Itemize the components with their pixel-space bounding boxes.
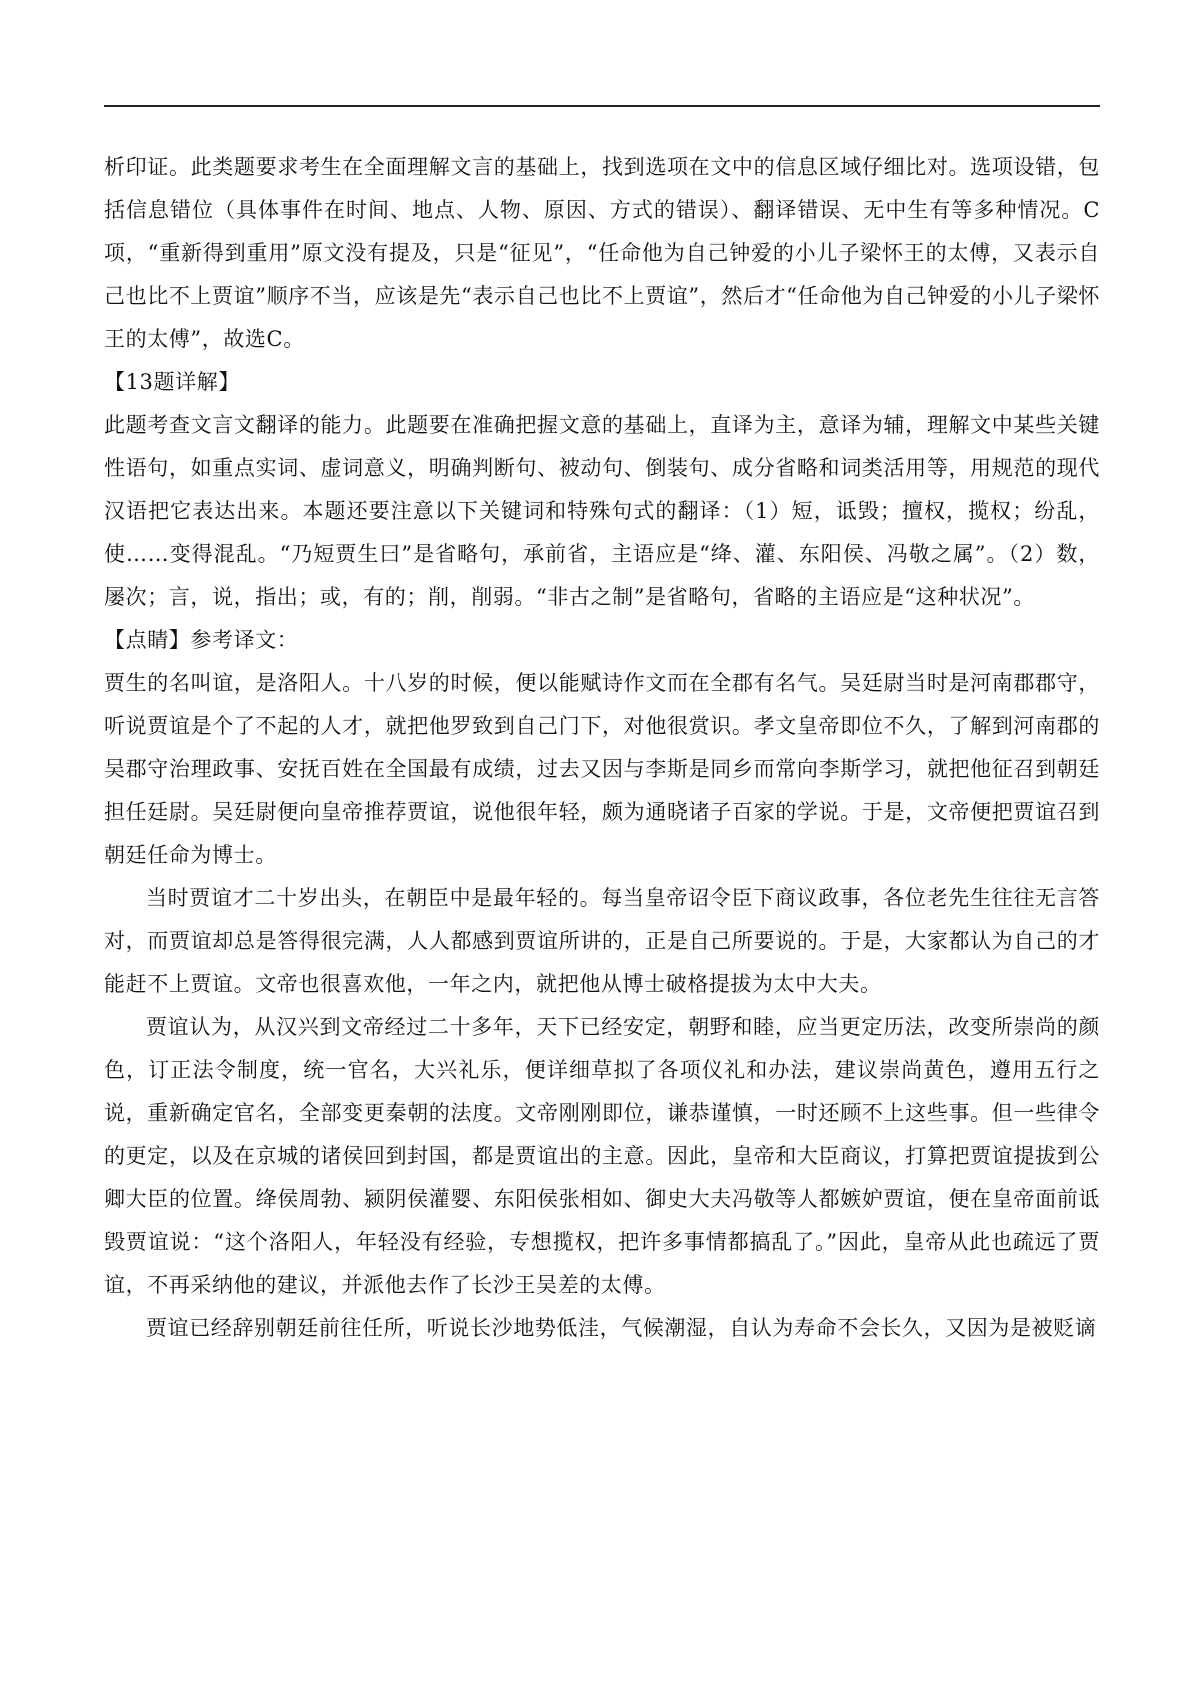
translation-paragraph-3: 贾谊认为，从汉兴到文帝经过二十多年，天下已经安定，朝野和睦，应当更定历法，改变所崇尚的颜色，订正法令制度，统一官名，大兴礼乐，便详细草拟了各项仪礼和办法，建议崇尚黄色，遵用五行之说，重新确定官名，全部变更秦朝的法度。文帝刚刚即位，谦恭谨慎，一时还顾不上这些事。但一些律令的更定，以及在京城的诸侯回到封国，都是贾谊出的主意。因此，皇帝和大臣商议，打算把贾谊提拔到公卿大臣的位置。绛侯周勃、颍阴侯灌婴、东阳侯张相如、御史大夫冯敬等人都嫉妒贾谊，便在皇帝面前诋毁贾谊说：“这个洛阳人，年轻没有经验，专想揽权，把许多事情都搞乱了。”因此，皇帝从此也疏远了贾谊，不再采纳他的建议，并派他去作了长沙王吴差的太傅。 [104, 1015, 1100, 1297]
translation-paragraph-4: 贾谊已经辞别朝廷前往任所，听说长沙地势低洼，气候潮湿，自认为寿命不会长久，又因为是被贬谪 [146, 1316, 1097, 1340]
heading-dianjing: 【点睛】参考译文： [104, 628, 299, 652]
heading-question-13: 【13题详解】 [104, 370, 240, 394]
paragraph-continued: 析印证。此类题要求考生在全面理解文言的基础上，找到选项在文中的信息区域仔细比对。选项设错，包括信息错位（具体事件在时间、地点、人物、原因、方式的错误）、翻译错误、无中生有等多种情况。C项，“重新得到重用”原文没有提及，只是“征见”，“任命他为自己钟爱的小儿子梁怀王的太傅，又表示自己也比不上贾谊”顺序不当，应该是先“表示自己也比不上贾谊”，然后才“任命他为自己钟爱的小儿子梁怀王的太傅”，故选C。 [104, 155, 1100, 351]
paragraph-question-13: 此题考查文言文翻译的能力。此题要在准确把握文意的基础上，直译为主，意译为辅，理解文中某些关键性语句，如重点实词、虚词意义，明确判断句、被动句、倒装句、成分省略和词类活用等，用规范的现代汉语把它表达出来。本题还要注意以下关键词和特殊句式的翻译：（1）短，诋毁；擅权，揽权；纷乱，使……变得混乱。“乃短贾生曰”是省略句，承前省，主语应是“绛、灌、东阳侯、冯敬之属”。（2）数，屡次；言，说，指出；或，有的；削，削弱。“非古之制”是省略句，省略的主语应是“这种状况”。 [104, 413, 1100, 609]
translation-paragraph-1: 贾生的名叫谊，是洛阳人。十八岁的时候，便以能赋诗作文而在全郡有名气。吴廷尉当时是河南郡郡守，听说贾谊是个了不起的人才，就把他罗致到自己门下，对他很赏识。孝文皇帝即位不久，了解到河南郡的吴郡守治理政事、安抚百姓在全国最有成绩，过去又因与李斯是同乡而常向李斯学习，就把他征召到朝廷担任廷尉。吴廷尉便向皇帝推荐贾谊，说他很年轻，颇为通晓诸子百家的学说。于是，文帝便把贾谊召到朝廷任命为博士。 [104, 671, 1100, 867]
document-body [104, 146, 1100, 1350]
header-rule [104, 105, 1100, 107]
translation-paragraph-2: 当时贾谊才二十岁出头，在朝臣中是最年轻的。每当皇帝诏令臣下商议政事，各位老先生往往无言答对，而贾谊却总是答得很完满，人人都感到贾谊所讲的，正是自己所要说的。于是，大家都认为自己的才能赶不上贾谊。文帝也很喜欢他，一年之内，就把他从博士破格提拔为太中大夫。 [104, 886, 1100, 996]
